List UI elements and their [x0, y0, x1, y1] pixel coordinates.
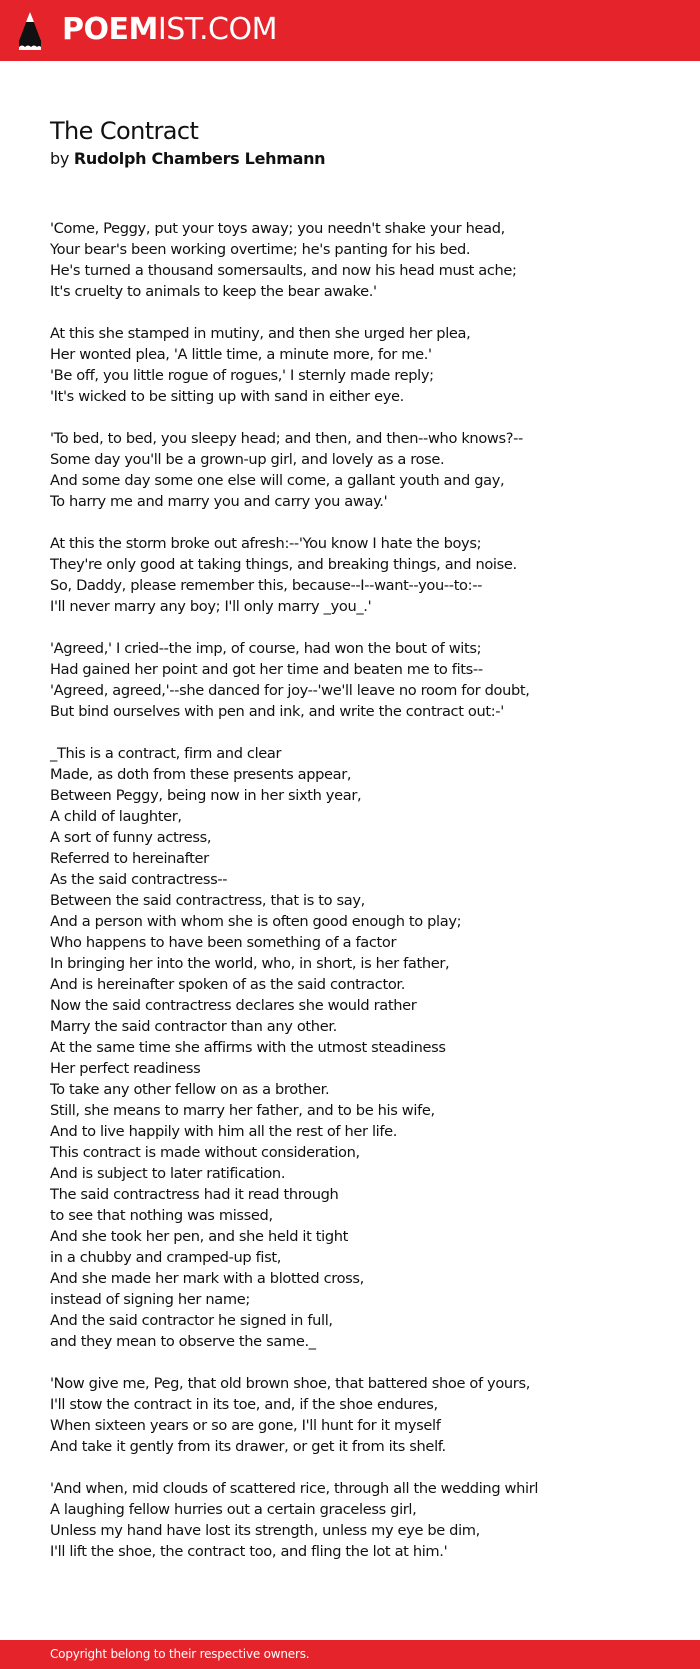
poem-line: At this she stamped in mutiny, and then she urged her plea, — [50, 325, 471, 342]
poem-line: And to live happily with him all the rest of her life. — [50, 1123, 398, 1140]
poem-line: to see that nothing was missed, — [50, 1207, 273, 1224]
stanza — [50, 743, 680, 1352]
logo-light-text: IST.COM — [157, 12, 277, 47]
stanza — [50, 638, 680, 722]
pencil-logo-icon[interactable] — [18, 11, 42, 55]
poem-line: Made, as doth from these presents appear, — [50, 766, 352, 783]
poem-line: And the said contractor he signed in full, — [50, 1312, 333, 1329]
poem-line: 'Agreed, agreed,'--she danced for joy--'we'll leave no room for doubt, — [50, 682, 530, 699]
poem-line: As the said contractress-- — [50, 871, 228, 888]
stanza — [50, 533, 680, 617]
stanza-gap — [50, 512, 680, 533]
stanza — [50, 1373, 680, 1457]
poem-line: A laughing fellow hurries out a certain graceless girl, — [50, 1501, 417, 1518]
poem-line: It's cruelty to animals to keep the bear awake.' — [50, 283, 377, 300]
copyright-text: Copyright belong to their respective owners. — [50, 1647, 310, 1661]
poem-line: _This is a contract, firm and clear — [50, 745, 282, 762]
author-name: Rudolph Chambers Lehmann — [73, 149, 326, 168]
poem-title: The Contract — [50, 117, 199, 145]
poem-line: And she made her mark with a blotted cross, — [50, 1270, 364, 1287]
poem-line: 'Now give me, Peg, that old brown shoe, that battered shoe of yours, — [50, 1375, 530, 1392]
poem-line: 'And when, mid clouds of scattered rice, through all the wedding whirl — [50, 1480, 539, 1497]
stanza-gap — [50, 1352, 680, 1373]
poem-line: So, Daddy, please remember this, because--I--want--you--to:-- — [50, 577, 483, 594]
stanza-gap — [50, 617, 680, 638]
poem-line: And a person with whom she is often good enough to play; — [50, 913, 462, 930]
stanza — [50, 218, 680, 302]
poem-line: Had gained her point and got her time and beaten me to fits-- — [50, 661, 483, 678]
poem-line: Your bear's been working overtime; he's panting for his bed. — [50, 241, 471, 258]
stanza-gap — [50, 302, 680, 323]
poem-line: Some day you'll be a grown-up girl, and lovely as a rose. — [50, 451, 445, 468]
poem-line: They're only good at taking things, and breaking things, and noise. — [50, 556, 517, 573]
poem-line: Now the said contractress declares she would rather — [50, 997, 417, 1014]
poem-line: This contract is made without consideration, — [50, 1144, 360, 1161]
poem-line: Between Peggy, being now in her sixth year, — [50, 787, 362, 804]
poem-line: instead of signing her name; — [50, 1291, 250, 1308]
byline — [50, 146, 325, 172]
poem-line: I'll lift the shoe, the contract too, and fling the lot at him.' — [50, 1543, 448, 1560]
poem-line: In bringing her into the world, who, in short, is her father, — [50, 955, 450, 972]
poem-line: 'Be off, you little rogue of rogues,' I sternly made reply; — [50, 367, 434, 384]
poem-line: The said contractress had it read through — [50, 1186, 339, 1203]
poem-line: And is subject to later ratification. — [50, 1165, 286, 1182]
stanza — [50, 428, 680, 512]
poem-line: 'To bed, to bed, you sleepy head; and then, and then--who knows?-- — [50, 430, 523, 447]
poem-line: And is hereinafter spoken of as the said contractor. — [50, 976, 406, 993]
by-label: by — [50, 149, 70, 168]
poem-line: At the same time she affirms with the utmost steadiness — [50, 1039, 446, 1056]
stanza-gap — [50, 407, 680, 428]
poem-line: A sort of funny actress, — [50, 829, 212, 846]
poem-line: And some day some one else will come, a gallant youth and gay, — [50, 472, 505, 489]
poem-line: Her perfect readiness — [50, 1060, 201, 1077]
poem-line: I'll never marry any boy; I'll only marry _you_.' — [50, 598, 372, 615]
poem-line: Her wonted plea, 'A little time, a minute more, for me.' — [50, 346, 432, 363]
poem-line: When sixteen years or so are gone, I'll hunt for it myself — [50, 1417, 441, 1434]
stanza-gap — [50, 722, 680, 743]
stanza-gap — [50, 1457, 680, 1478]
poem-line: Marry the said contractor than any other. — [50, 1018, 337, 1035]
poem-line: Between the said contractress, that is to say, — [50, 892, 365, 909]
poem-line: At this the storm broke out afresh:--'You know I hate the boys; — [50, 535, 482, 552]
poem-line: And she took her pen, and she held it tight — [50, 1228, 349, 1245]
poem-line: and they mean to observe the same._ — [50, 1333, 316, 1350]
poem-line: And take it gently from its drawer, or get it from its shelf. — [50, 1438, 446, 1455]
site-header — [0, 0, 700, 61]
poem-line: But bind ourselves with pen and ink, and write the contract out:-' — [50, 703, 504, 720]
stanza — [50, 323, 680, 407]
site-logo[interactable] — [62, 10, 277, 50]
logo-bold-text: POEM — [62, 12, 158, 47]
poem-line: A child of laughter, — [50, 808, 182, 825]
poem-line: 'Agreed,' I cried--the imp, of course, had won the bout of wits; — [50, 640, 482, 657]
poem-line: I'll stow the contract in its toe, and, if the shoe endures, — [50, 1396, 438, 1413]
poem-line: Still, she means to marry her father, and to be his wife, — [50, 1102, 435, 1119]
poem-line: To harry me and marry you and carry you away.' — [50, 493, 388, 510]
poem-line: Referred to hereinafter — [50, 850, 209, 867]
poem-line: 'It's wicked to be sitting up with sand in either eye. — [50, 388, 404, 405]
poem-body — [50, 218, 680, 1562]
site-footer — [0, 1640, 700, 1669]
poem-line: Unless my hand have lost its strength, unless my eye be dim, — [50, 1522, 480, 1539]
stanza — [50, 1478, 680, 1562]
poem-line: Who happens to have been something of a factor — [50, 934, 397, 951]
poem-line: To take any other fellow on as a brother. — [50, 1081, 330, 1098]
poem-line: in a chubby and cramped-up fist, — [50, 1249, 282, 1266]
poem-line: 'Come, Peggy, put your toys away; you needn't shake your head, — [50, 220, 505, 237]
poem-line: He's turned a thousand somersaults, and now his head must ache; — [50, 262, 517, 279]
